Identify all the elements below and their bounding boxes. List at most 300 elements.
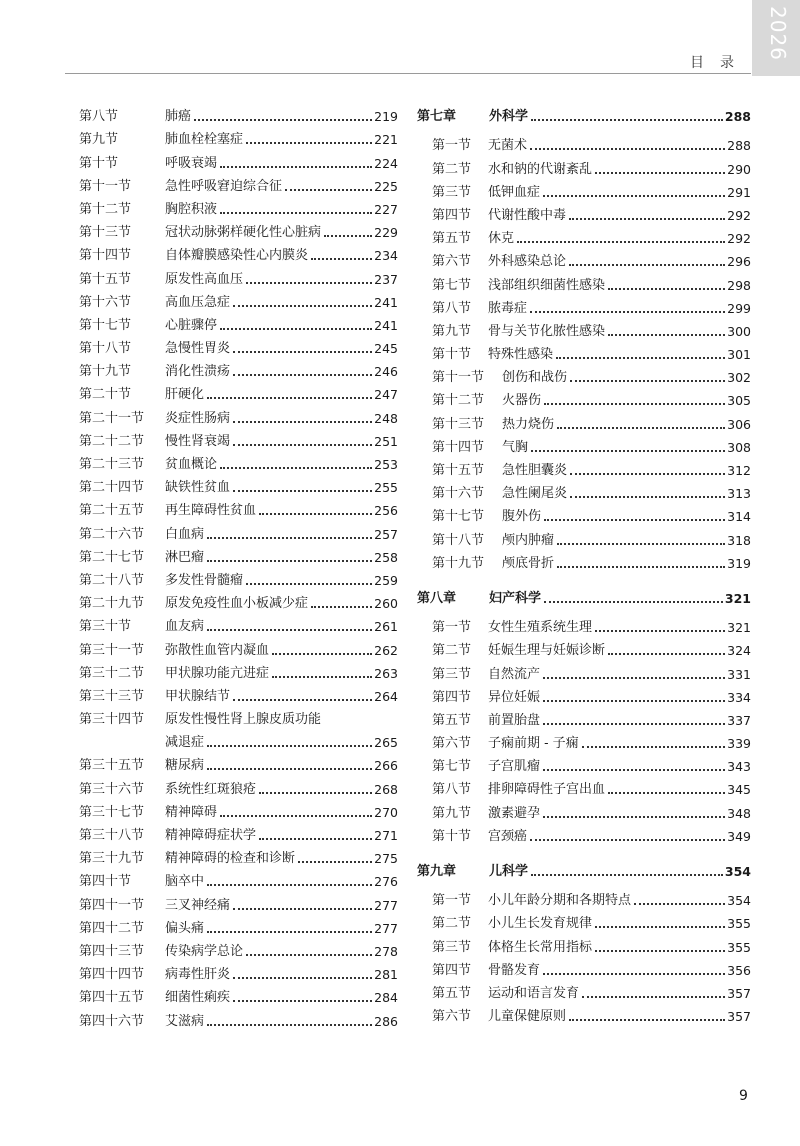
toc-title: 浅部组织细菌性感染 (488, 277, 606, 293)
toc-entry[interactable] (79, 172, 398, 195)
toc-entry[interactable] (79, 380, 398, 403)
toc-section-number: 第十节 (432, 828, 472, 844)
toc-entry[interactable] (79, 937, 398, 960)
toc-dot-leader (233, 908, 372, 910)
toc-title: 原发性慢性肾上腺皮质功能 (165, 712, 322, 728)
toc-section-number: 第三节 (432, 184, 472, 200)
toc-title: 子痫前期 - 子痫 (488, 736, 579, 752)
toc-entry[interactable] (417, 502, 751, 525)
toc-page-number: 318 (727, 532, 751, 548)
toc-page-number: 258 (374, 549, 398, 565)
toc-dot-leader (207, 768, 372, 770)
toc-entry[interactable] (417, 409, 751, 432)
toc-section-number: 第九节 (432, 323, 472, 339)
toc-page-number: 281 (374, 967, 398, 983)
toc-page-number: 356 (727, 962, 751, 978)
toc-page-number: 284 (374, 990, 398, 1006)
toc-entry[interactable] (417, 956, 751, 979)
toc-page-number: 221 (374, 132, 398, 148)
toc-title: 外科感染总论 (488, 254, 567, 270)
toc-page-number: 357 (727, 985, 751, 1001)
toc-page-number: 331 (727, 666, 751, 682)
toc-page-number: 219 (374, 109, 398, 125)
toc-dot-leader (259, 513, 372, 515)
toc-section-number: 第二节 (432, 643, 472, 659)
toc-dot-leader (285, 189, 372, 191)
toc-title: 艾滋病 (165, 1013, 205, 1029)
toc-section-number: 第三十一节 (79, 642, 145, 658)
toc-title: 肺血栓栓塞症 (165, 132, 244, 148)
toc-entry[interactable] (79, 241, 398, 264)
toc-dot-leader (259, 792, 372, 794)
toc-title: 创伤和战伤 (502, 370, 568, 386)
toc-title: 急性呼吸窘迫综合征 (165, 178, 283, 194)
toc-entry[interactable] (417, 479, 751, 502)
toc-entry[interactable] (79, 914, 398, 937)
toc-section-number: 第七节 (432, 277, 472, 293)
toc-section-number: 第十九节 (432, 555, 485, 571)
toc-entry[interactable] (417, 752, 751, 775)
toc-entry[interactable] (79, 148, 398, 171)
toc-entry[interactable] (417, 706, 751, 729)
toc-title: 多发性骨髓瘤 (165, 572, 244, 588)
toc-dot-leader (220, 328, 372, 330)
toc-page-number: 343 (727, 759, 751, 775)
toc-dot-leader (582, 996, 725, 998)
toc-title: 甲状腺功能亢进症 (165, 665, 270, 681)
toc-section-number: 第二十节 (79, 387, 132, 403)
toc-title: 消化性溃疡 (165, 364, 231, 380)
toc-page-number: 237 (374, 271, 398, 287)
toc-page-number: 277 (374, 920, 398, 936)
toc-title: 精神障碍 (165, 804, 218, 820)
toc-section-number: 第三十五节 (79, 758, 145, 774)
toc-section-number: 第三十节 (79, 619, 132, 635)
toc-entry[interactable] (417, 659, 751, 682)
toc-section-number: 第二十一节 (79, 410, 145, 426)
toc-entry[interactable] (417, 932, 751, 955)
toc-section-number: 第十二节 (432, 393, 485, 409)
toc-title: 贫血概论 (165, 457, 218, 472)
toc-dot-leader (207, 537, 372, 539)
toc-section-number: 第五节 (432, 712, 472, 728)
toc-dot-leader (207, 560, 372, 562)
toc-entry[interactable] (417, 340, 751, 363)
toc-page-number: 251 (374, 433, 398, 449)
toc-title: 特殊性感染 (488, 347, 554, 363)
toc-entry[interactable] (79, 264, 398, 287)
toc-title: 异位妊娠 (488, 689, 541, 705)
toc-entry[interactable] (79, 473, 398, 496)
toc-entry[interactable] (417, 909, 751, 932)
toc-dot-leader (608, 792, 725, 794)
toc-page-number: 339 (727, 736, 751, 752)
toc-section-number: 第六节 (432, 254, 472, 270)
toc-page-number: 247 (374, 387, 398, 403)
toc-entry[interactable] (79, 612, 398, 635)
toc-page-number: 290 (727, 161, 751, 177)
toc-section-number: 第四十节 (79, 874, 132, 890)
toc-entry[interactable] (79, 334, 398, 357)
toc-page-number: 253 (374, 457, 398, 472)
toc-page-number: 229 (374, 225, 398, 241)
toc-section-number: 第二十九节 (79, 596, 145, 612)
toc-page-number: 259 (374, 572, 398, 588)
toc-title: 急慢性胃炎 (165, 341, 231, 357)
toc-section-number: 第十一节 (432, 370, 485, 386)
toc-entry[interactable] (417, 433, 751, 456)
toc-title: 小儿年龄分期和各期特点 (488, 893, 632, 909)
toc-dot-leader (233, 444, 372, 446)
toc-entry[interactable] (79, 543, 398, 566)
toc-dot-leader (311, 606, 372, 608)
toc-right-column (417, 102, 751, 1025)
toc-section-number: 第四十六节 (79, 1013, 145, 1029)
toc-dot-leader (220, 166, 372, 168)
toc-entry[interactable] (417, 822, 751, 845)
toc-dot-leader (311, 258, 372, 260)
toc-section-number: 第二十四节 (79, 480, 145, 496)
toc-dot-leader (220, 467, 372, 469)
toc-dot-leader (544, 403, 725, 405)
toc-entry[interactable] (417, 131, 751, 154)
toc-title: 宫颈癌 (488, 828, 528, 844)
toc-title: 低钾血症 (488, 184, 541, 200)
toc-dot-leader (557, 543, 725, 545)
toc-page-number: 337 (727, 712, 751, 728)
toc-entry[interactable] (417, 613, 751, 636)
toc-entry[interactable] (79, 682, 398, 705)
toc-dot-leader (220, 212, 372, 214)
toc-section-number: 第二十六节 (79, 526, 145, 542)
toc-title: 颅底骨折 (502, 555, 555, 571)
toc-entry[interactable] (79, 589, 398, 612)
toc-section-number: 第十节 (432, 347, 472, 363)
toc-section-number: 第二节 (432, 916, 472, 932)
toc-page-number: 275 (374, 851, 398, 867)
toc-dot-leader (543, 769, 725, 771)
toc-entry[interactable] (79, 450, 398, 473)
corner-tab-text: 2026 (766, 6, 790, 61)
toc-page-number: 262 (374, 642, 398, 658)
toc-dot-leader (595, 172, 725, 174)
toc-section-number: 第二十五节 (79, 503, 145, 519)
toc-entry[interactable] (417, 549, 751, 572)
toc-entry[interactable] (79, 659, 398, 682)
toc-dot-leader (233, 977, 372, 979)
toc-entry[interactable] (417, 386, 751, 409)
toc-title: 腹外伤 (502, 509, 542, 525)
toc-entry[interactable] (79, 566, 398, 589)
toc-dot-leader (246, 583, 372, 585)
toc-page-number: 345 (727, 782, 751, 798)
toc-section-number: 第三十八节 (79, 828, 145, 843)
toc-dot-leader (207, 1024, 372, 1026)
toc-entry[interactable] (79, 821, 398, 844)
toc-title: 颅内肿瘤 (502, 532, 555, 548)
toc-page-number: 355 (727, 916, 751, 932)
toc-entry[interactable] (417, 979, 751, 1002)
toc-entry[interactable] (79, 1006, 398, 1029)
toc-page-number: 319 (727, 555, 751, 571)
toc-title: 肺癌 (165, 109, 192, 125)
toc-title: 冠状动脉粥样硬化性心脏病 (165, 225, 322, 241)
toc-entry[interactable] (79, 728, 398, 751)
toc-title: 炎症性肠病 (165, 410, 231, 426)
toc-entry[interactable] (79, 195, 398, 218)
toc-page-number: 354 (727, 893, 751, 909)
toc-dot-leader (207, 629, 372, 631)
toc-section-number: 第十六节 (79, 294, 132, 310)
toc-section-number: 第十五节 (79, 271, 132, 287)
toc-page-number: 278 (374, 943, 398, 959)
toc-section-number: 第六节 (432, 736, 472, 752)
toc-entry[interactable] (417, 363, 751, 386)
toc-title: 气胸 (502, 439, 529, 455)
toc-title: 前置胎盘 (488, 712, 541, 728)
toc-dot-leader (543, 723, 725, 725)
toc-entry[interactable] (79, 867, 398, 890)
toc-entry[interactable] (417, 247, 751, 270)
toc-section-number: 第八节 (432, 782, 472, 798)
toc-entry[interactable] (79, 751, 398, 774)
toc-page-number: 248 (374, 410, 398, 426)
toc-entry[interactable] (417, 636, 751, 659)
toc-page-number: 257 (374, 526, 398, 542)
toc-page-number: 270 (374, 804, 398, 820)
toc-entry[interactable] (417, 178, 751, 201)
toc-entry[interactable] (79, 427, 398, 450)
toc-entry[interactable] (417, 886, 751, 909)
toc-title: 急性阑尾炎 (502, 486, 568, 502)
toc-section-number: 第九节 (432, 805, 472, 821)
toc-entry[interactable] (417, 224, 751, 247)
toc-title: 休克 (488, 231, 515, 247)
header-divider (65, 73, 751, 74)
toc-entry[interactable] (79, 496, 398, 519)
toc-page-number: 225 (374, 178, 398, 194)
toc-page-number: 266 (374, 758, 398, 774)
toc-title: 呼吸衰竭 (165, 155, 218, 171)
toc-entry[interactable] (79, 844, 398, 867)
toc-section-number: 第八节 (432, 300, 472, 316)
toc-entry[interactable] (417, 154, 751, 177)
toc-section-number: 第三十九节 (79, 851, 145, 867)
toc-section-number: 第四十五节 (79, 990, 145, 1006)
toc-dot-leader (582, 746, 725, 748)
toc-left-column (79, 102, 398, 1030)
toc-entry[interactable] (417, 798, 751, 821)
toc-section-number: 第十二节 (79, 201, 132, 217)
toc-section-number: 第十八节 (79, 341, 132, 357)
toc-entry[interactable] (79, 288, 398, 311)
toc-title: 激素避孕 (488, 805, 541, 821)
toc-entry[interactable] (417, 201, 751, 224)
toc-dot-leader (569, 1019, 725, 1021)
toc-entry[interactable] (417, 317, 751, 340)
toc-page-number: 298 (727, 277, 751, 293)
toc-section-number: 第十三节 (79, 225, 132, 241)
toc-title: 减退症 (165, 735, 205, 751)
toc-page-number: 260 (374, 596, 398, 612)
toc-section-number: 第十七节 (79, 317, 132, 333)
toc-title: 小儿生长发育规律 (488, 916, 593, 932)
toc-page-number: 348 (727, 805, 751, 821)
toc-section-number: 第一节 (432, 893, 472, 909)
toc-dot-leader (246, 282, 372, 284)
toc-dot-leader (569, 218, 725, 220)
toc-page-number: 227 (374, 201, 398, 217)
toc-page-number: 292 (727, 231, 751, 247)
toc-section-number: 第五节 (432, 231, 472, 247)
toc-title: 传染病学总论 (165, 943, 244, 959)
toc-dot-leader (324, 235, 372, 237)
toc-page-number: 241 (374, 317, 398, 333)
toc-page-number: 265 (374, 735, 398, 751)
toc-entry[interactable] (417, 775, 751, 798)
toc-entry[interactable] (79, 983, 398, 1006)
toc-title: 妇产科学 (489, 590, 542, 606)
toc-dot-leader (207, 884, 372, 886)
toc-dot-leader (233, 1000, 372, 1002)
toc-section-number: 第四十三节 (79, 943, 145, 959)
toc-dot-leader (272, 676, 372, 678)
toc-page-number: 288 (724, 109, 751, 125)
toc-page-number: 357 (727, 1009, 751, 1025)
toc-title: 脑卒中 (165, 874, 205, 890)
toc-title: 弥散性血管内凝血 (165, 642, 270, 658)
toc-section-number: 第三十七节 (79, 804, 145, 820)
toc-dot-leader (557, 427, 725, 429)
toc-section-number: 第二十八节 (79, 572, 145, 588)
toc-entry[interactable] (79, 218, 398, 241)
toc-title: 骨与关节化脓性感染 (488, 323, 606, 339)
toc-title: 自然流产 (488, 666, 541, 682)
toc-entry[interactable] (79, 102, 398, 125)
toc-entry[interactable] (79, 798, 398, 821)
toc-section-number: 第八章 (417, 590, 457, 606)
toc-page-number: 286 (374, 1013, 398, 1029)
toc-title: 儿童保健原则 (488, 1009, 567, 1025)
toc-title: 无菌术 (488, 138, 528, 154)
toc-section-number: 第四十一节 (79, 897, 145, 913)
toc-entry[interactable] (79, 357, 398, 380)
toc-title: 细菌性痢疾 (165, 990, 231, 1006)
toc-dot-leader (531, 119, 723, 121)
toc-entry[interactable] (417, 729, 751, 752)
toc-page-number: 241 (374, 294, 398, 310)
toc-section-number: 第十一节 (79, 178, 132, 194)
toc-chapter-entry[interactable] (417, 857, 751, 880)
toc-section-number: 第十三节 (432, 416, 485, 432)
toc-dot-leader (233, 374, 372, 376)
toc-entry[interactable] (79, 774, 398, 797)
toc-title: 甲状腺结节 (165, 688, 231, 704)
toc-page-number: 263 (374, 665, 398, 681)
toc-title: 火器伤 (502, 393, 542, 409)
toc-dot-leader (634, 903, 725, 905)
toc-section-number: 第四十四节 (79, 967, 145, 983)
toc-page-number: 313 (727, 486, 751, 502)
toc-entry[interactable] (79, 403, 398, 426)
toc-chapter-entry[interactable] (417, 584, 751, 607)
toc-entry[interactable] (417, 456, 751, 479)
toc-dot-leader (530, 311, 725, 313)
toc-page-number: 354 (724, 864, 751, 879)
toc-entry[interactable] (79, 635, 398, 658)
toc-title: 原发性高血压 (165, 271, 244, 287)
toc-entry[interactable] (79, 125, 398, 148)
toc-section-number: 第三十六节 (79, 781, 145, 797)
toc-section-number: 第二十七节 (79, 549, 145, 565)
toc-title: 白血病 (165, 526, 205, 542)
toc-title: 糖尿病 (165, 758, 205, 774)
toc-section-number: 第六节 (432, 1009, 472, 1025)
toc-section-number: 第十四节 (79, 248, 132, 264)
toc-page-number: 256 (374, 503, 398, 519)
toc-entry[interactable] (79, 960, 398, 983)
toc-page-number: 255 (374, 480, 398, 496)
toc-entry[interactable] (79, 705, 398, 728)
toc-section-number: 第一节 (432, 138, 472, 154)
toc-entry[interactable] (79, 311, 398, 334)
toc-title: 热力烧伤 (502, 416, 555, 432)
toc-dot-leader (517, 241, 725, 243)
toc-dot-leader (246, 954, 372, 956)
toc-section-number: 第一节 (432, 620, 472, 636)
toc-entry[interactable] (417, 683, 751, 706)
toc-dot-leader (608, 288, 725, 290)
toc-chapter-entry[interactable] (417, 102, 751, 125)
toc-title: 病毒性肝炎 (165, 967, 231, 983)
toc-section-number: 第五节 (432, 985, 472, 1001)
toc-page-number: 292 (727, 207, 751, 223)
toc-page-number: 271 (374, 828, 398, 843)
toc-section-number: 第八节 (79, 109, 119, 125)
toc-entry[interactable] (417, 1002, 751, 1025)
toc-dot-leader (233, 699, 372, 701)
toc-page-number: 245 (374, 341, 398, 357)
toc-page-number: 305 (727, 393, 751, 409)
toc-dot-leader (298, 861, 372, 863)
chapter-gap (417, 572, 751, 584)
toc-section-number: 第十八节 (432, 532, 485, 548)
toc-title: 脓毒症 (488, 300, 528, 316)
toc-section-number: 第二十二节 (79, 433, 145, 449)
toc-title: 偏头痛 (165, 920, 205, 936)
toc-section-number: 第四节 (432, 962, 472, 978)
toc-page-number: 224 (374, 155, 398, 171)
toc-entry[interactable] (417, 270, 751, 293)
toc-entry[interactable] (417, 294, 751, 317)
toc-title: 子宫肌瘤 (488, 759, 541, 775)
toc-entry[interactable] (417, 525, 751, 548)
toc-title: 精神障碍的检查和诊断 (165, 851, 296, 867)
toc-entry[interactable] (79, 890, 398, 913)
toc-section-number: 第三节 (432, 666, 472, 682)
toc-dot-leader (531, 874, 723, 876)
toc-title: 女性生殖系统生理 (488, 620, 593, 636)
toc-page-number: 312 (727, 463, 751, 478)
toc-section-number: 第四十二节 (79, 920, 145, 936)
toc-entry[interactable] (79, 519, 398, 542)
toc-dot-leader (530, 839, 725, 841)
toc-title: 水和钠的代谢紊乱 (488, 161, 593, 177)
toc-page-number: 306 (727, 416, 751, 432)
toc-section-number: 第三十二节 (79, 665, 145, 681)
toc-title: 血友病 (165, 619, 205, 635)
toc-section-number: 第三十三节 (79, 688, 145, 704)
